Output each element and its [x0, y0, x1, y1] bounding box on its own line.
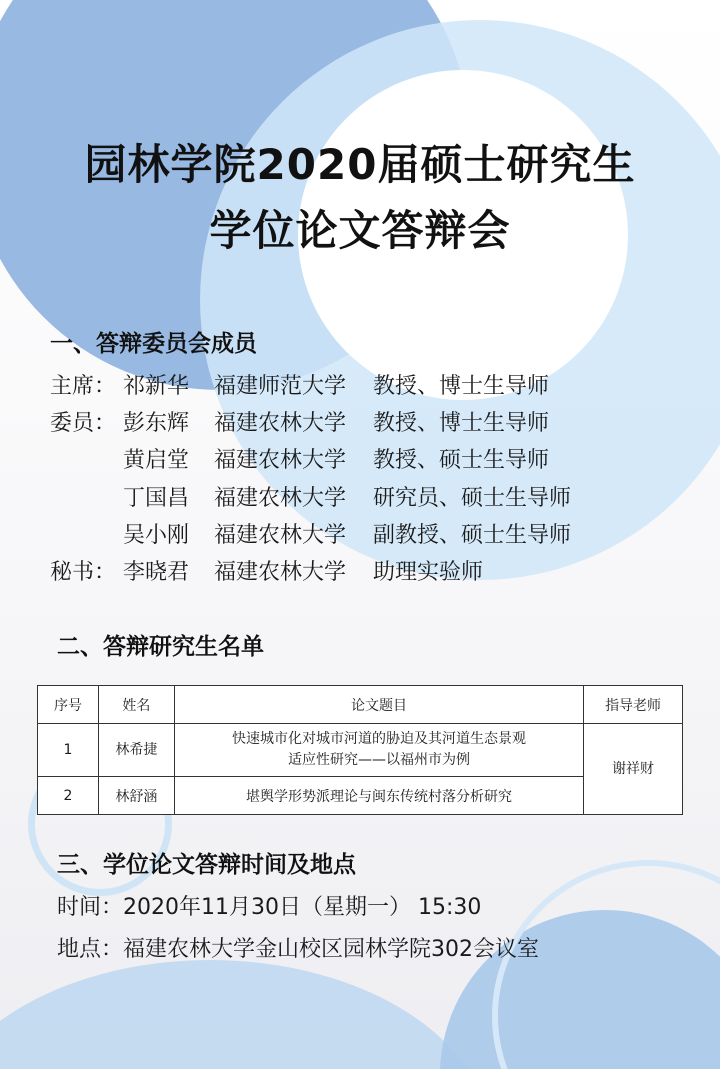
- cell-number: 2: [38, 777, 99, 815]
- member-title: 教授、博士生导师: [373, 411, 550, 436]
- member-org: 福建农林大学: [214, 411, 347, 436]
- students-table: [37, 685, 683, 815]
- member-role: 主席：: [50, 374, 117, 399]
- cell-advisor: 谢祥财: [584, 724, 683, 815]
- column-header-name: 姓名: [98, 686, 174, 724]
- member-org: 福建农林大学: [214, 448, 347, 473]
- member-name: 吴小刚: [123, 523, 190, 548]
- member-org: 福建师范大学: [214, 374, 347, 399]
- member-title: 助理实验师: [373, 560, 484, 585]
- member-role: 委员：: [50, 411, 117, 436]
- column-header-thesis: 论文题目: [174, 686, 583, 724]
- column-header-number: 序号: [38, 686, 99, 724]
- thesis-line: 快速城市化对城市河道的胁迫及其河道生态景观: [231, 731, 526, 747]
- member-name: 黄启堂: [123, 448, 190, 473]
- cell-name: 林希捷: [98, 724, 174, 777]
- poster-title-line2: 学位论文答辩会: [209, 206, 511, 255]
- cell-name: 林舒涵: [98, 777, 174, 815]
- students-heading: 二、答辩研究生名单: [57, 634, 264, 660]
- schedule-time: [57, 890, 481, 921]
- schedule-heading: 三、学位论文答辩时间及地点: [57, 852, 356, 878]
- member-org: 福建农林大学: [214, 560, 347, 585]
- member-org: 福建农林大学: [214, 523, 347, 548]
- member-role: 秘书：: [50, 560, 117, 585]
- cell-thesis: [174, 724, 583, 777]
- member-name: 彭东辉: [123, 411, 190, 436]
- committee-heading: 一、答辩委员会成员: [50, 331, 257, 357]
- poster-title-line1: 园林学院2020届硕士研究生: [84, 140, 636, 189]
- schedule-place: [57, 932, 539, 963]
- member-org: 福建农林大学: [214, 486, 347, 511]
- member-name: 祁新华: [123, 374, 190, 399]
- thesis-line: 适应性研究——以福州市为例: [287, 752, 470, 768]
- member-title: 副教授、硕士生导师: [373, 523, 572, 548]
- time-value: 2020年11月30日（星期一） 15:30: [123, 895, 482, 920]
- cell-thesis: 堪舆学形势派理论与闽东传统村落分析研究: [174, 777, 583, 815]
- place-value: 福建农林大学金山校区园林学院302会议室: [123, 937, 540, 962]
- member-name: 李晓君: [123, 560, 190, 585]
- time-label: 时间：: [57, 895, 124, 920]
- member-title: 教授、博士生导师: [373, 374, 550, 399]
- column-header-advisor: 指导老师: [584, 686, 683, 724]
- member-name: 丁国昌: [123, 486, 190, 511]
- table-row: [38, 724, 683, 777]
- member-title: 教授、硕士生导师: [373, 448, 550, 473]
- cell-number: 1: [38, 724, 99, 777]
- table-header-row: [38, 686, 683, 724]
- member-title: 研究员、硕士生导师: [373, 486, 572, 511]
- place-label: 地点：: [57, 937, 124, 962]
